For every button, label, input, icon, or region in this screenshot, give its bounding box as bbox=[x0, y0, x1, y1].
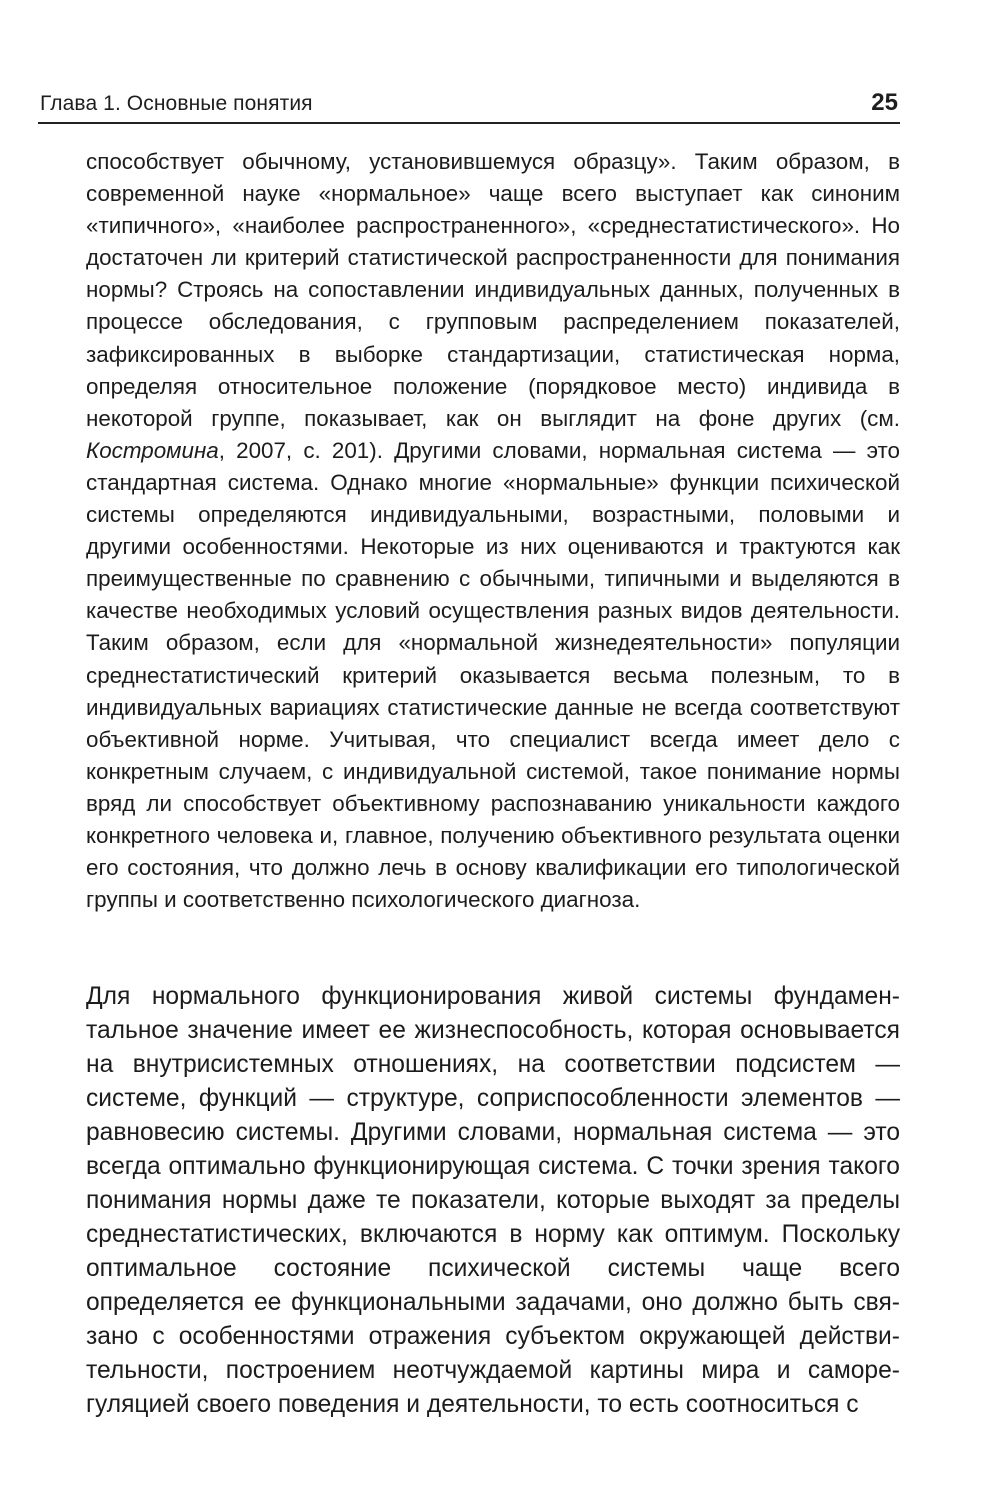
running-title: Глава 1. Основные понятия bbox=[40, 92, 313, 115]
text-block-2 bbox=[86, 980, 900, 1422]
paragraph-1 bbox=[86, 146, 900, 916]
page-number: 25 bbox=[871, 89, 898, 116]
paragraph-2: Для нормального функционирования живой системы фундаментальное значение имеет ее жизнеспособность, которая основывается на внутрисистемных отношениях, на соответствии подсистем — системе, функций — структуре, соприспособленности элементов — равновесию системы. Другими словами, нормальная система — это всегда оптимально функционирующая система. С точки зрения такого понимания нормы даже те показатели, которые выходят за пределы среднестатистических, включаются в норму как оптимум. Поскольку оптимальное состояние психической системы чаще всего определяется ее функциональными задачами, оно должно быть связано с особенностями отражения субъектом окружающей действительности, построением неотчуждаемой картины мира и саморегуляцией своего поведения и деятельности, то есть соотноситься с bbox=[86, 983, 900, 1418]
paragraph-1-text-end: , 2007, с. 201). Другими словами, нормальная система — это стандартная система. Однако многие «нормальные» функции психической системы определяются индивидуальными, возрастными, половыми и другими особенностями. Некоторые из них оцениваются и трактуются как преимущественные по сравнению с обычными, типичными и выделяются в качестве необходимых условий осуществления разных видов деятельности. Таким образом, если для «нормальной жизнедеятельности» популяции среднестатистический критерий оказывается весьма полезным, то в индивидуальных вариациях статистические данные не всегда соответствуют объективной норме. Учитывая, что специалист всегда имеет дело с конкретным случаем, с индивидуальной системой, такое понимание нормы вряд ли способствует объективному распознаванию уникальности каждого конкретного человека и, главное, получению объективного результата оценки его состояния, что должно лечь в основу квалификации его типологической группы и соответственно психологического диагноза. bbox=[86, 437, 900, 913]
citation-author: Костромина bbox=[86, 437, 219, 463]
page-header bbox=[38, 84, 900, 124]
text-block-1 bbox=[86, 146, 900, 916]
paragraph-1-text-start: способствует обычному, установившемуся образцу». Таким образом, в современной науке «нормальное» чаще всего выступает как синоним «типичного», «наиболее распространенного», «среднестатистического». Но достаточен ли критерий статистической распространенности для понимания нормы? Строясь на сопоставлении индивидуальных данных, полученных в процессе обследования, с групповым распределением показателей, зафиксированных в выборке стандартизации, статистическая норма, определяя относительное положение (порядковое место) индивида в некоторой группе, показывает, как он выглядит на фоне других (см. bbox=[86, 149, 900, 431]
